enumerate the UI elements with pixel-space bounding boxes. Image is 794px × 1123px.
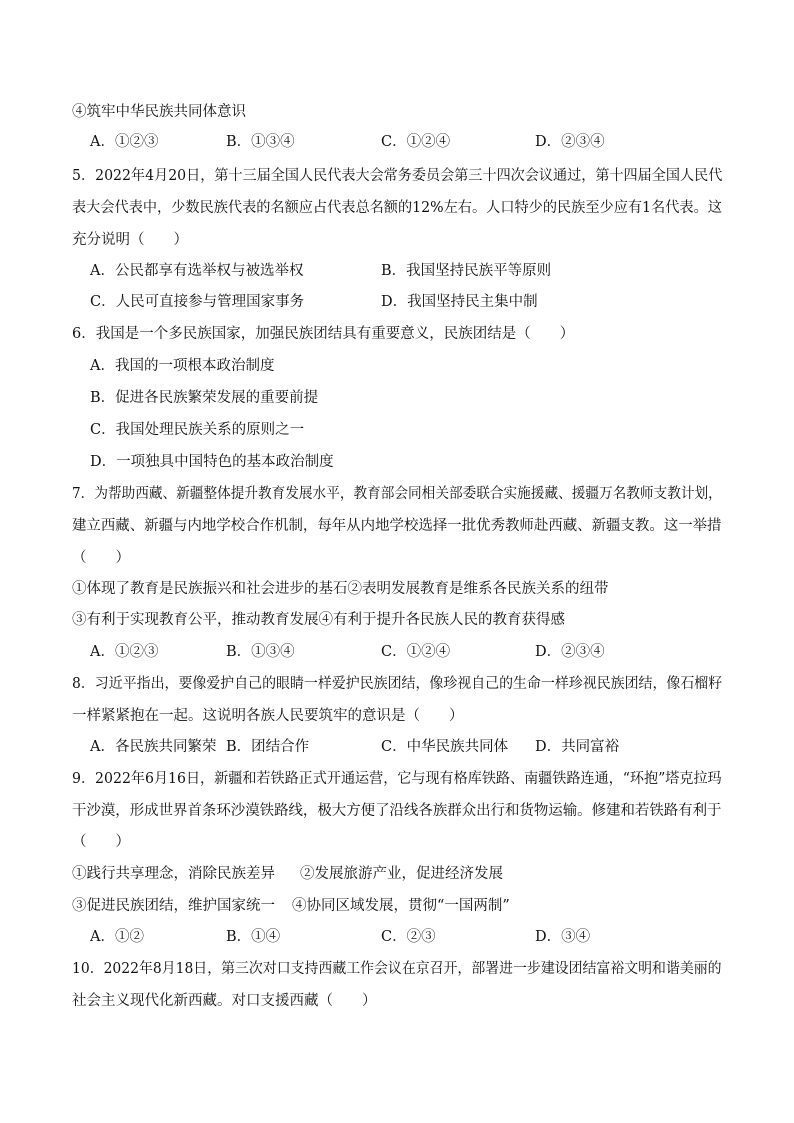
q7-item-line-1: ①体现了教育是民族振兴和社会进步的基石②表明发展教育是维系各民族关系的纽带 [72, 581, 609, 597]
q5-option-d: D．我国坚持民主集中制 [381, 294, 538, 310]
q7-stem-line-3: （ ） [72, 550, 130, 566]
q8-stem-line-1: 8．习近平指出，要像爱护自己的眼睛一样爱护民族团结，像珍视自己的生命一样珍视民族团结，像石榴籽 [72, 676, 723, 692]
q9-item-1: ①践行共享理念，消除民族差异 [72, 866, 275, 882]
q8-option-b: B．团结合作 [226, 739, 310, 755]
prev-option-b: B．①③④ [226, 134, 295, 150]
q8-option-c: C．中华民族共同体 [381, 739, 509, 755]
q6-option-d: D．一项独具中国特色的基本政治制度 [90, 454, 334, 470]
q9-item-3: ③促进民族团结，维护国家统一 [72, 898, 275, 914]
prev-option-c: C．①②④ [381, 134, 451, 150]
q5-stem-line-3: 充分说明（ ） [72, 232, 188, 248]
q7-option-d: D．②③④ [535, 644, 605, 660]
q9-option-c: C．②③ [381, 929, 436, 945]
q7-stem-line-2: 建立西藏、新疆与内地学校合作机制，每年从内地学校选择一批优秀教师赴西藏、新疆支教。这一举措 [72, 518, 722, 534]
q7-stem-line-1: 7．为帮助西藏、新疆整体提升教育发展水平，教育部会同相关部委联合实施援藏、援疆万名教师支教计划， [72, 486, 722, 502]
q8-option-d: D．共同富裕 [535, 739, 620, 755]
prev-option-d: D．②③④ [535, 134, 605, 150]
q10-stem-line-2: 社会主义现代化新西藏。对口支援西藏（ ） [72, 993, 377, 1009]
prev-option-a: A．①②③ [90, 134, 159, 150]
q9-option-d: D．③④ [535, 929, 591, 945]
q9-option-b: B．①④ [226, 929, 281, 945]
q5-stem-line-2: 表大会代表中，少数民族代表的名额应占代表总名额的12%左右。人口特少的民族至少应有1名代表。这 [72, 200, 722, 216]
prev-item-4: ④筑牢中华民族共同体意识 [72, 104, 246, 120]
q5-stem-line-1: 5．2022年4月20日，第十三届全国人民代表大会常务委员会第三十四次会议通过，第十四届全国人民代 [72, 168, 723, 184]
q6-option-b: B．促进各民族繁荣发展的重要前提 [90, 390, 319, 406]
q5-option-c: C．人民可直接参与管理国家事务 [90, 294, 305, 310]
q7-option-c: C．①②④ [381, 644, 451, 660]
q9-stem-line-3: （ ） [72, 834, 130, 850]
q6-option-c: C．我国处理民族关系的原则之一 [90, 422, 305, 438]
q9-item-2: ②发展旅游产业，促进经济发展 [300, 866, 503, 882]
q8-option-a: A．各民族共同繁荣 [90, 739, 217, 755]
q8-stem-line-2: 一样紧紧抱在一起。这说明各族人民要筑牢的意识是（ ） [72, 708, 464, 724]
q10-stem-line-1: 10．2022年8月18日，第三次对口支持西藏工作会议在京召开，部署进一步建设团结富裕文明和谐美丽的 [72, 961, 722, 977]
q7-option-b: B．①③④ [226, 644, 295, 660]
q6-stem: 6．我国是一个多民族国家，加强民族团结具有重要意义，民族团结是（ ） [72, 326, 575, 342]
q6-option-a: A．我国的一项根本政治制度 [90, 358, 275, 374]
q9-stem-line-2: 干沙漠，形成世界首条环沙漠铁路线，极大方便了沿线各族群众出行和货物运输。修建和若铁路有利于 [72, 803, 722, 819]
q5-option-a: A．公民都享有选举权与被选举权 [90, 263, 304, 279]
q9-option-a: A．①② [90, 929, 144, 945]
q5-option-b: B．我国坚持民族平等原则 [381, 263, 552, 279]
q9-stem-line-1: 9．2022年6月16日，新疆和若铁路正式开通运营，它与现有格库铁路、南疆铁路连通，“环抱”塔克拉玛 [72, 771, 722, 787]
q9-item-4: ④协同区域发展，贯彻“一国两制” [292, 898, 510, 914]
q7-option-a: A．①②③ [90, 644, 159, 660]
q7-item-line-2: ③有利于实现教育公平，推动教育发展④有利于提升各民族人民的教育获得感 [72, 612, 565, 628]
